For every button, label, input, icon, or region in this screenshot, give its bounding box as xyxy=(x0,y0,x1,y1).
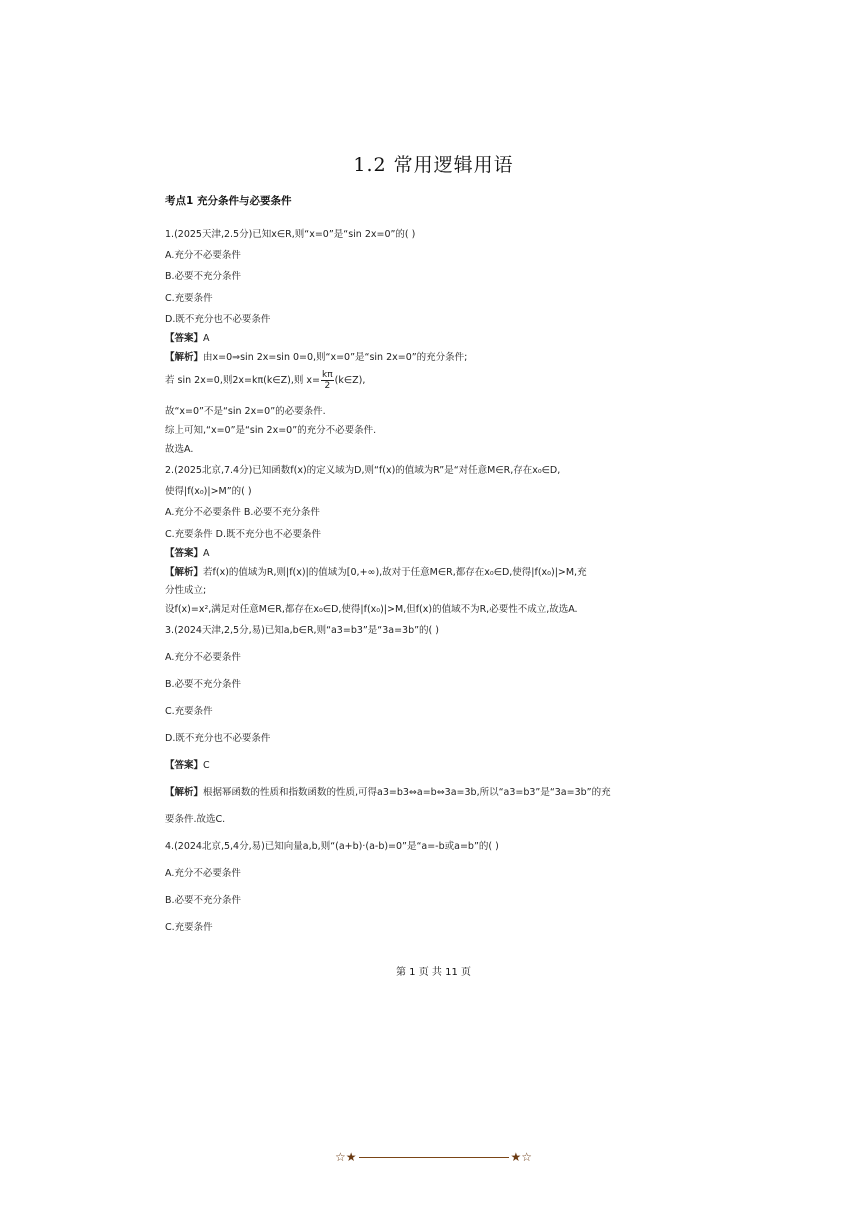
analysis-text: 若 sin 2x=0,则2x=kπ(k∈Z),则 x= xyxy=(165,375,321,386)
analysis-label: 【解析】 xyxy=(165,567,204,578)
fraction-denominator: 2 xyxy=(324,381,331,391)
q2-options-ab: A.充分不必要条件 B.必要不充分条件 xyxy=(165,507,320,518)
section-heading: 考点1 充分条件与必要条件 xyxy=(165,195,292,207)
answer-value: A xyxy=(203,333,210,344)
q3-option-b: B.必要不充分条件 xyxy=(165,679,242,690)
analysis-text: 若f(x)的值域为R,则|f(x)|的值域为[0,+∞),故对于任意M∈R,都存在x₀∈D,使得|f(x₀)|>M,充 xyxy=(203,567,587,578)
q1-answer xyxy=(165,330,210,344)
q3-option-a: A.充分不必要条件 xyxy=(165,652,241,663)
q1-analysis-line-5: 故选A. xyxy=(165,444,194,455)
answer-label: 【答案】 xyxy=(165,760,204,771)
answer-value: A xyxy=(203,548,210,559)
q2-stem-line-1: 2.(2025北京,7.4分)已知函数f(x)的定义域为D,则“f(x)的值域为R”是“对任意M∈R,存在x₀∈D, xyxy=(165,465,561,476)
q2-analysis-line-3: 设f(x)=x²,满足对任意M∈R,都存在x₀∈D,使得|f(x₀)|>M,但f(x)的值域不为R,必要性不成立,故选A. xyxy=(165,604,578,615)
q2-analysis-line-1 xyxy=(165,564,587,578)
analysis-text: 由x=0⇒sin 2x=sin 0=0,则“x=0”是“sin 2x=0”的充分条件; xyxy=(203,352,468,363)
q4-option-c: C.充要条件 xyxy=(165,922,213,933)
q1-stem: 1.(2025天津,2.5分)已知x∈R,则“x=0”是“sin 2x=0”的( ) xyxy=(165,229,416,240)
q1-analysis-line-3: 故“x=0”不是“sin 2x=0”的必要条件. xyxy=(165,406,326,417)
fraction xyxy=(321,370,334,391)
q1-option-c: C.充要条件 xyxy=(165,293,213,304)
analysis-label: 【解析】 xyxy=(165,787,204,798)
q4-stem: 4.(2024北京,5,4分,易)已知向量a,b,则“(a+b)·(a-b)=0”是“a=-b或a=b”的( ) xyxy=(165,841,499,852)
q2-answer xyxy=(165,545,210,559)
q3-analysis-line-1 xyxy=(165,784,611,798)
q2-analysis-line-2: 分性成立; xyxy=(165,585,207,596)
divider-line xyxy=(359,1157,509,1158)
page-title: 1.2 常用逻辑用语 xyxy=(353,154,514,176)
q4-option-b: B.必要不充分条件 xyxy=(165,895,242,906)
star-icon: ★☆ xyxy=(510,1150,533,1164)
q1-analysis-line-2 xyxy=(165,370,365,391)
q1-option-b: B.必要不充分条件 xyxy=(165,271,242,282)
fraction-numerator: kπ xyxy=(322,370,333,380)
q3-answer xyxy=(165,757,210,771)
q2-options-cd: C.充要条件 D.既不充分也不必要条件 xyxy=(165,529,322,540)
analysis-text: 根据幂函数的性质和指数函数的性质,可得a3=b3⇔a=b⇔3a=3b,所以“a3=b3”是“3a=3b”的充 xyxy=(203,787,611,798)
star-icon: ☆★ xyxy=(334,1150,357,1164)
q4-option-a: A.充分不必要条件 xyxy=(165,868,241,879)
answer-label: 【答案】 xyxy=(165,333,204,344)
q2-stem-line-2: 使得|f(x₀)|>M”的( ) xyxy=(165,486,252,497)
q1-analysis-line-1 xyxy=(165,349,467,363)
q1-analysis-line-4: 综上可知,“x=0”是“sin 2x=0”的充分不必要条件. xyxy=(165,425,377,436)
q3-analysis-line-2: 要条件.故选C. xyxy=(165,814,226,825)
q1-option-a: A.充分不必要条件 xyxy=(165,250,241,261)
answer-value: C xyxy=(203,760,210,771)
q1-option-d: D.既不充分也不必要条件 xyxy=(165,314,271,325)
decorative-divider xyxy=(0,1150,867,1164)
page-footer: 第 1 页 共 11 页 xyxy=(396,967,471,978)
q3-stem: 3.(2024天津,2,5分,易)已知a,b∈R,则“a3=b3”是“3a=3b”的( ) xyxy=(165,625,439,636)
analysis-label: 【解析】 xyxy=(165,352,204,363)
q3-option-c: C.充要条件 xyxy=(165,706,213,717)
answer-label: 【答案】 xyxy=(165,548,204,559)
q3-option-d: D.既不充分也不必要条件 xyxy=(165,733,271,744)
analysis-text: (k∈Z), xyxy=(334,375,366,386)
